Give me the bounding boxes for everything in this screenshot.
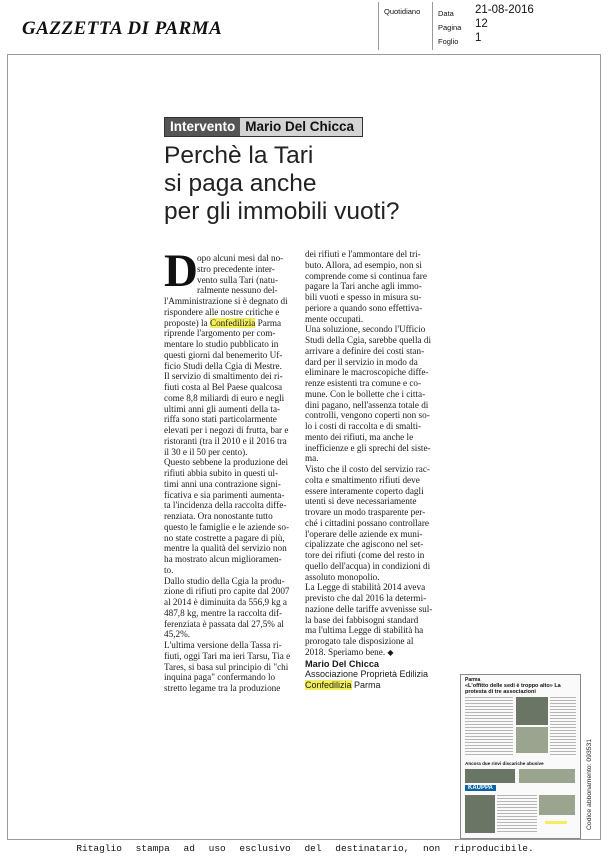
thumbnail-highlight — [545, 821, 567, 824]
text-line: come 8,8 miliardi di euro e negli — [164, 392, 285, 403]
text-line: ficio Studi della Cgia di Mestre. — [164, 360, 282, 371]
text-line: fiuti costa al Bel Paese qualcosa — [164, 382, 283, 392]
date-value: 21-08-2016 — [475, 4, 534, 16]
text-line: nazione delle tariffe avvenisse sul- — [305, 603, 433, 614]
text-line: cipalizzate che agiscono nel set- — [305, 539, 424, 550]
text-line: prorogato tale disposizione al — [305, 636, 414, 646]
text-line: no state costrette a pagare di più, — [164, 532, 285, 543]
title-line: si paga anche — [164, 170, 317, 197]
text-line: assoluto monopolio. — [305, 571, 380, 582]
text-line: mentre la qualità del servizio non — [164, 543, 287, 554]
text-line: arrivare a definire dei costi stan- — [305, 345, 425, 356]
text-line: stro precedente inter- — [197, 263, 275, 274]
text-line: rispondere alle nostre critiche e — [164, 306, 280, 317]
text-line: Dallo studio della Cgia la produ- — [164, 575, 285, 586]
signature-name: Mario Del Chicca — [305, 658, 380, 669]
text-line: ultimi anni gli aumenti della ta- — [164, 403, 281, 414]
confedilizia-highlight: Confedilizia — [209, 317, 256, 328]
clipping-header — [0, 0, 610, 52]
text-line: comprende come si continua fare — [305, 270, 427, 281]
text-line: ha mostrato alcun miglioramen- — [164, 554, 282, 564]
text-line: riffa sono stati particolarmente — [164, 414, 277, 425]
thumbnail-photo — [465, 769, 515, 783]
text-line: mente occupati. — [305, 313, 364, 324]
text-line: ta l'incidenza della raccolta diffe- — [164, 500, 287, 511]
header-divider — [378, 2, 379, 50]
article-kicker — [164, 117, 363, 137]
text-line: Questo sebbene la produzione dei — [164, 457, 288, 468]
thumbnail-text-block — [497, 795, 537, 833]
text-line: inquina paga" confermando lo — [164, 672, 276, 683]
text-line: 487,8 kg, mentre la raccolta dif- — [164, 607, 283, 618]
text-line: mune. Con le bollette che i citta- — [305, 388, 426, 399]
page-value: 12 — [475, 18, 488, 30]
text-line: Il servizio di smaltimento dei ri- — [164, 371, 283, 382]
text-line: bili vuoti e spesso in misura su- — [305, 292, 422, 302]
text-line: ristoranti (tra il 2010 e il 2016 tra — [164, 435, 287, 446]
text-line: vento sulla Tari (natu- — [197, 274, 279, 285]
text-line: dard per il servizio in modo da — [305, 356, 418, 367]
article-title — [164, 142, 464, 226]
text-line — [164, 318, 290, 329]
text-line: la base dei fabbisogni standard — [305, 614, 419, 625]
thumbnail-text-block — [550, 697, 576, 757]
text-line: stretto legame tra la produzione — [164, 683, 281, 693]
text-line: ficativa e sia parimenti aumenta- — [164, 489, 285, 500]
text-line: ferenziata è passata dal 27,5% al — [164, 618, 284, 629]
text-line: ché i cittadini possano controllare — [305, 517, 429, 528]
text-line: ralmente nessuno del- — [197, 285, 278, 296]
confedilizia-highlight: Confedilizia — [305, 680, 352, 690]
thumbnail-section: Parma — [465, 677, 481, 683]
text-line: zione di rifiuti pro capite dal 2007 — [164, 586, 290, 597]
footer-notice: Ritaglio stampa ad uso esclusivo del destinatario, non riproducibile. — [76, 843, 534, 854]
text-line: controlli, vengono coperti non so- — [305, 410, 430, 421]
text-line: to. — [164, 564, 174, 575]
text-line: Visto che il costo del servizio rac- — [305, 464, 430, 474]
page-thumbnail — [460, 674, 581, 839]
text-line: rifiuti abbia subito in questi ul- — [164, 468, 279, 478]
newspaper-masthead: GAZZETTA DI PARMA — [22, 18, 223, 39]
text-line: inefficienze e gli sprechi del siste- — [305, 442, 431, 453]
text-line: buto. Allora, ad esempio, non si — [305, 259, 422, 270]
title-line: per gli immobili vuoti? — [164, 198, 400, 225]
text-line: ma l'ultima Legge di stabilità ha — [305, 625, 424, 636]
sheet-value: 1 — [475, 32, 482, 44]
text-line: dei rifiuti e l'ammontare del tri- — [305, 249, 421, 259]
text-line: ma. — [305, 453, 319, 464]
text-line — [305, 659, 432, 670]
thumbnail-ad-badge: KAUPPA — [465, 785, 496, 791]
header-divider — [432, 2, 433, 50]
page-label: Pagina — [438, 23, 462, 32]
drop-cap: D — [164, 245, 198, 297]
text-line: previsto che dal 2016 la determi- — [305, 593, 427, 603]
sheet-label: Foglio — [438, 37, 459, 46]
text-line: questo le famiglie e le aziende so- — [164, 521, 290, 532]
signature-city: Parma — [354, 680, 381, 690]
thumbnail-headline: «L'offitto delle sedi è troppo alto» La protesta di tre associazioni — [465, 683, 561, 695]
text-line: colta e smaltimento rifiuti deve — [305, 474, 420, 485]
text-line: pagare la Tari anche agli immo- — [305, 281, 422, 292]
text-segment: proposte) la — [164, 317, 208, 328]
text-line: Studi della Cgia, sarebbe quella di — [305, 335, 432, 345]
text-line: lo i costi di raccolta e di smalti- — [305, 421, 422, 431]
text-line — [305, 647, 432, 659]
thumbnail-photo — [516, 697, 548, 725]
text-line: eliminare le macroscopiche diffe- — [305, 367, 429, 378]
text-line: 45,2%. — [164, 629, 191, 640]
text-line: riprende l'argomento per com- — [164, 328, 276, 339]
text-line — [305, 680, 432, 691]
thumbnail-photo — [516, 727, 548, 753]
end-mark-icon: ◆ — [387, 647, 394, 657]
kicker-label: Intervento — [165, 118, 240, 136]
text-segment: Parma — [257, 317, 282, 328]
text-line: L'ultima versione della Tassa ri- — [164, 640, 282, 650]
text-line: l'operare delle aziende ex muni- — [305, 528, 423, 539]
text-line: l'Amministrazione si è degnato di — [164, 296, 288, 306]
text-line: La Legge di stabilità 2014 aveva — [305, 582, 426, 593]
text-line: opo alcuni mesi dal no- — [197, 253, 284, 263]
text-line: utenti si deve necessariamente — [305, 496, 417, 507]
text-line: mentare lo studio pubblicato in — [164, 339, 279, 349]
kicker-author: Mario Del Chicca — [240, 118, 362, 136]
article-column-1 — [164, 245, 291, 694]
publication-type: Quotidiano — [384, 7, 421, 16]
text-line: essere interamente coperto dagli — [305, 485, 424, 496]
text-line: Una soluzione, secondo l'Ufficio — [305, 324, 426, 335]
date-label: Data — [438, 9, 454, 18]
thumbnail-photo — [465, 795, 495, 833]
thumbnail-photo — [539, 795, 575, 815]
thumbnail-text-block — [465, 697, 513, 757]
text-line: mento dei rifiuti, ma anche le — [305, 431, 414, 442]
subscription-code: Codice abbonamento: 093531 — [586, 738, 593, 830]
text-line: questi giorni dal benemerito Uf- — [164, 349, 283, 360]
text-line: Associazione Proprietà Edilizia — [305, 669, 429, 680]
text-line: il 30 e il 50 per cento). — [164, 446, 248, 457]
text-line: renziata. Ora nonostante tutto — [164, 511, 273, 521]
text-line: dini pagano, nell'assenza totale di — [305, 399, 429, 410]
text-line: trovare un modo trasparente per- — [305, 507, 426, 517]
text-line: al 2014 è diminuita da 556,9 kg a — [164, 597, 287, 607]
text-line: renze esistenti tra comune e co- — [305, 378, 422, 388]
text-line: fiuti, oggi Tari ma ieri Tarsu, Tia e — [164, 650, 291, 661]
text-line: Tares, si basa sul principio di "chi — [164, 661, 289, 672]
article-column-2 — [305, 249, 432, 691]
thumbnail-subhead: Ancora due rinvi discariche abusive — [465, 761, 544, 766]
thumbnail-photo — [519, 769, 575, 783]
text-line: quello dell'acqua) in condizioni di — [305, 560, 431, 571]
text-line: timi anni una contrazione signi- — [164, 478, 281, 489]
text-line: periore a quando sono effettiva- — [305, 302, 423, 313]
text-line: tore dei rifiuti (come del resto in — [305, 550, 425, 560]
text-line: elevati per i negozi di frutta, bar e — [164, 425, 289, 435]
title-line: Perchè la Tari — [164, 142, 314, 169]
text-segment: 2018. Speriamo bene. — [305, 646, 386, 657]
